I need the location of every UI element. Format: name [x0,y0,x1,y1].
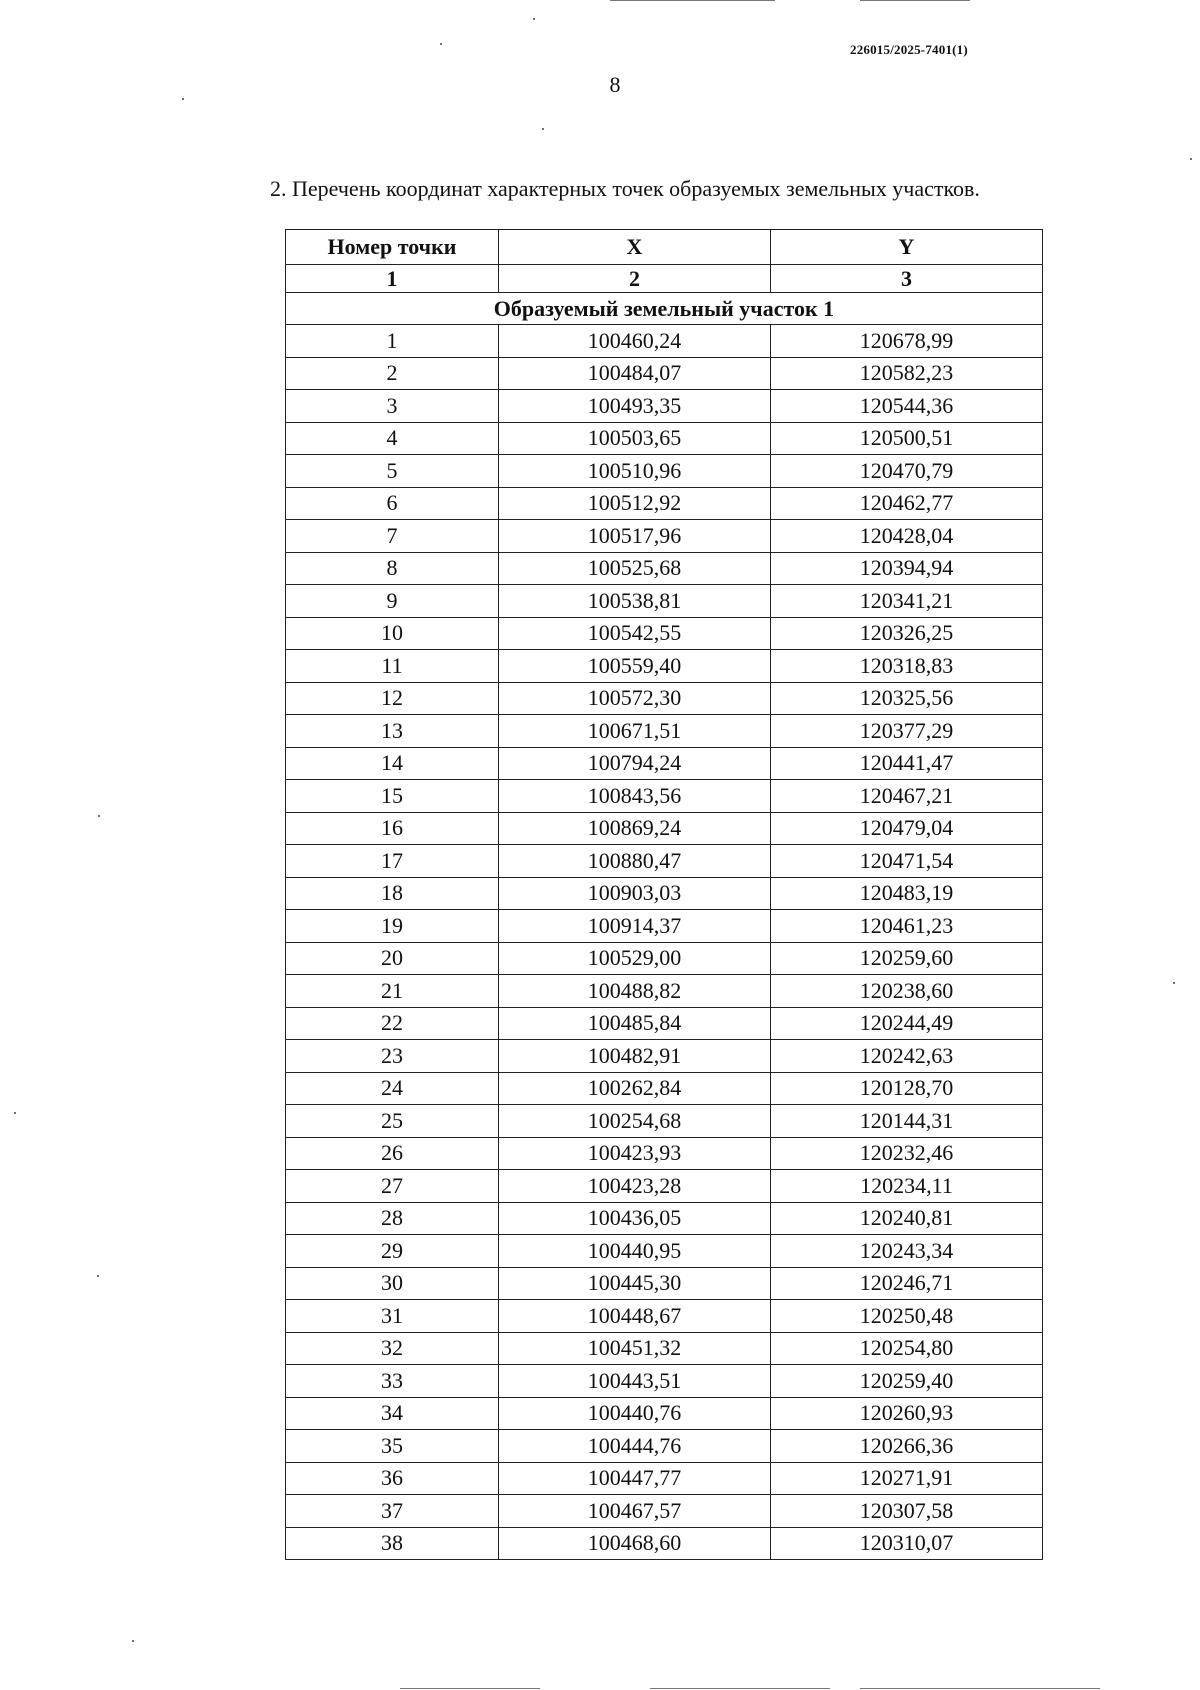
scan-speck [182,98,184,100]
cell-point-number: 36 [286,1462,499,1495]
cell-y: 120238,60 [771,975,1043,1008]
table-row [286,422,1043,455]
table-row [286,357,1043,390]
scan-edge-line [400,1688,540,1689]
table-row [286,1235,1043,1268]
cell-y: 120582,23 [771,357,1043,390]
cell-y: 120428,04 [771,520,1043,553]
cell-x: 100488,82 [499,975,771,1008]
document-number: 226015/2025-7401(1) [850,42,968,57]
plot-title-row [286,293,1043,325]
cell-x: 100914,37 [499,910,771,943]
cell-point-number: 17 [286,845,499,878]
cell-y: 120259,40 [771,1365,1043,1398]
table-row [286,1332,1043,1365]
header-point-number: Номер точки [286,230,499,265]
table-row [286,1072,1043,1105]
table-row [286,1365,1043,1398]
cell-y: 120483,19 [771,877,1043,910]
cell-y: 120307,58 [771,1495,1043,1528]
cell-x: 100443,51 [499,1365,771,1398]
cell-y: 120467,21 [771,780,1043,813]
cell-x: 100423,93 [499,1137,771,1170]
cell-x: 100671,51 [499,715,771,748]
table-row [286,1267,1043,1300]
cell-x: 100436,05 [499,1202,771,1235]
cell-x: 100529,00 [499,942,771,975]
section-title: 2. Перечень координат характерных точек образуемых земельных участков. [270,176,980,201]
table-row [286,1040,1043,1073]
cell-point-number: 24 [286,1072,499,1105]
page-number: 8 [609,72,621,97]
cell-y: 120128,70 [771,1072,1043,1105]
cell-x: 100468,60 [499,1527,771,1560]
scan-speck [533,18,535,20]
cell-x: 100445,30 [499,1267,771,1300]
cell-y: 120266,36 [771,1430,1043,1463]
cell-point-number: 6 [286,487,499,520]
cell-y: 120260,93 [771,1397,1043,1430]
scan-edge-line [860,1688,1100,1689]
cell-y: 120394,94 [771,552,1043,585]
cell-y: 120244,49 [771,1007,1043,1040]
cell-y: 120461,23 [771,910,1043,943]
table-row [286,910,1043,943]
cell-point-number: 18 [286,877,499,910]
table-row [286,552,1043,585]
column-number-1: 1 [286,265,499,293]
table-row [286,747,1043,780]
cell-y: 120500,51 [771,422,1043,455]
cell-y: 120243,34 [771,1235,1043,1268]
cell-x: 100467,57 [499,1495,771,1528]
cell-point-number: 31 [286,1300,499,1333]
cell-point-number: 26 [286,1137,499,1170]
cell-x: 100440,76 [499,1397,771,1430]
scan-edge-line [610,0,775,1]
cell-x: 100794,24 [499,747,771,780]
cell-x: 100448,67 [499,1300,771,1333]
cell-y: 120254,80 [771,1332,1043,1365]
cell-y: 120242,63 [771,1040,1043,1073]
cell-point-number: 11 [286,650,499,683]
header-x: X [499,230,771,265]
cell-x: 100451,32 [499,1332,771,1365]
scan-speck [132,1640,134,1642]
cell-y: 120232,46 [771,1137,1043,1170]
table-row [286,1105,1043,1138]
cell-x: 100460,24 [499,325,771,358]
cell-point-number: 25 [286,1105,499,1138]
cell-x: 100903,03 [499,877,771,910]
table-row [286,812,1043,845]
cell-point-number: 15 [286,780,499,813]
cell-x: 100512,92 [499,487,771,520]
table-row [286,1495,1043,1528]
cell-point-number: 32 [286,1332,499,1365]
table-row [286,715,1043,748]
cell-y: 120234,11 [771,1170,1043,1203]
cell-y: 120250,48 [771,1300,1043,1333]
table-row [286,390,1043,423]
cell-point-number: 1 [286,325,499,358]
cell-point-number: 13 [286,715,499,748]
cell-y: 120259,60 [771,942,1043,975]
cell-y: 120240,81 [771,1202,1043,1235]
table-row [286,325,1043,358]
cell-y: 120471,54 [771,845,1043,878]
cell-y: 120144,31 [771,1105,1043,1138]
cell-x: 100262,84 [499,1072,771,1105]
cell-y: 120326,25 [771,617,1043,650]
cell-x: 100444,76 [499,1430,771,1463]
cell-x: 100440,95 [499,1235,771,1268]
cell-y: 120318,83 [771,650,1043,683]
table-row [286,1170,1043,1203]
table-row [286,520,1043,553]
cell-point-number: 4 [286,422,499,455]
table-row [286,1202,1043,1235]
cell-x: 100525,68 [499,552,771,585]
table-row [286,585,1043,618]
cell-point-number: 2 [286,357,499,390]
cell-point-number: 29 [286,1235,499,1268]
cell-point-number: 23 [286,1040,499,1073]
cell-point-number: 22 [286,1007,499,1040]
cell-x: 100880,47 [499,845,771,878]
cell-y: 120678,99 [771,325,1043,358]
column-number-row [286,265,1043,293]
cell-x: 100510,96 [499,455,771,488]
cell-point-number: 9 [286,585,499,618]
cell-y: 120325,56 [771,682,1043,715]
cell-point-number: 10 [286,617,499,650]
scan-speck [97,1275,99,1277]
scan-speck [542,128,544,130]
scan-speck [1173,982,1175,984]
cell-point-number: 21 [286,975,499,1008]
cell-x: 100517,96 [499,520,771,553]
cell-x: 100254,68 [499,1105,771,1138]
table-row [286,455,1043,488]
cell-point-number: 33 [286,1365,499,1398]
table-row [286,682,1043,715]
cell-y: 120441,47 [771,747,1043,780]
cell-y: 120310,07 [771,1527,1043,1560]
cell-x: 100572,30 [499,682,771,715]
table-row [286,1300,1043,1333]
table-row [286,1430,1043,1463]
cell-point-number: 5 [286,455,499,488]
cell-x: 100482,91 [499,1040,771,1073]
table-row [286,780,1043,813]
cell-x: 100538,81 [499,585,771,618]
table-row [286,487,1043,520]
table-row [286,845,1043,878]
cell-x: 100485,84 [499,1007,771,1040]
table-row [286,650,1043,683]
cell-x: 100447,77 [499,1462,771,1495]
cell-point-number: 7 [286,520,499,553]
cell-x: 100503,65 [499,422,771,455]
cell-point-number: 37 [286,1495,499,1528]
table-row [286,1397,1043,1430]
table-header-row [286,230,1043,265]
cell-x: 100843,56 [499,780,771,813]
cell-y: 120271,91 [771,1462,1043,1495]
column-number-2: 2 [499,265,771,293]
cell-point-number: 14 [286,747,499,780]
header-y: Y [771,230,1043,265]
cell-point-number: 19 [286,910,499,943]
plot-title: Образуемый земельный участок 1 [286,293,1043,325]
cell-x: 100493,35 [499,390,771,423]
cell-point-number: 30 [286,1267,499,1300]
scan-speck [14,1112,16,1114]
cell-point-number: 34 [286,1397,499,1430]
cell-point-number: 27 [286,1170,499,1203]
cell-x: 100484,07 [499,357,771,390]
scan-edge-line [860,0,970,1]
cell-point-number: 12 [286,682,499,715]
cell-x: 100542,55 [499,617,771,650]
scan-edge-line [650,1688,830,1689]
cell-x: 100869,24 [499,812,771,845]
cell-y: 120341,21 [771,585,1043,618]
table-row [286,617,1043,650]
table-row [286,1527,1043,1560]
cell-point-number: 3 [286,390,499,423]
cell-y: 120462,77 [771,487,1043,520]
table-row [286,1137,1043,1170]
cell-y: 120470,79 [771,455,1043,488]
cell-y: 120544,36 [771,390,1043,423]
cell-point-number: 20 [286,942,499,975]
table-row [286,1462,1043,1495]
cell-point-number: 16 [286,812,499,845]
table-row [286,877,1043,910]
coordinates-table [285,229,1043,1560]
cell-point-number: 38 [286,1527,499,1560]
table-row [286,1007,1043,1040]
table-row [286,975,1043,1008]
cell-x: 100559,40 [499,650,771,683]
cell-point-number: 8 [286,552,499,585]
cell-x: 100423,28 [499,1170,771,1203]
scan-speck [440,43,442,45]
scan-speck [98,815,100,817]
cell-point-number: 28 [286,1202,499,1235]
cell-y: 120479,04 [771,812,1043,845]
cell-y: 120377,29 [771,715,1043,748]
scan-speck [1190,158,1192,160]
cell-point-number: 35 [286,1430,499,1463]
cell-y: 120246,71 [771,1267,1043,1300]
table-row [286,942,1043,975]
column-number-3: 3 [771,265,1043,293]
